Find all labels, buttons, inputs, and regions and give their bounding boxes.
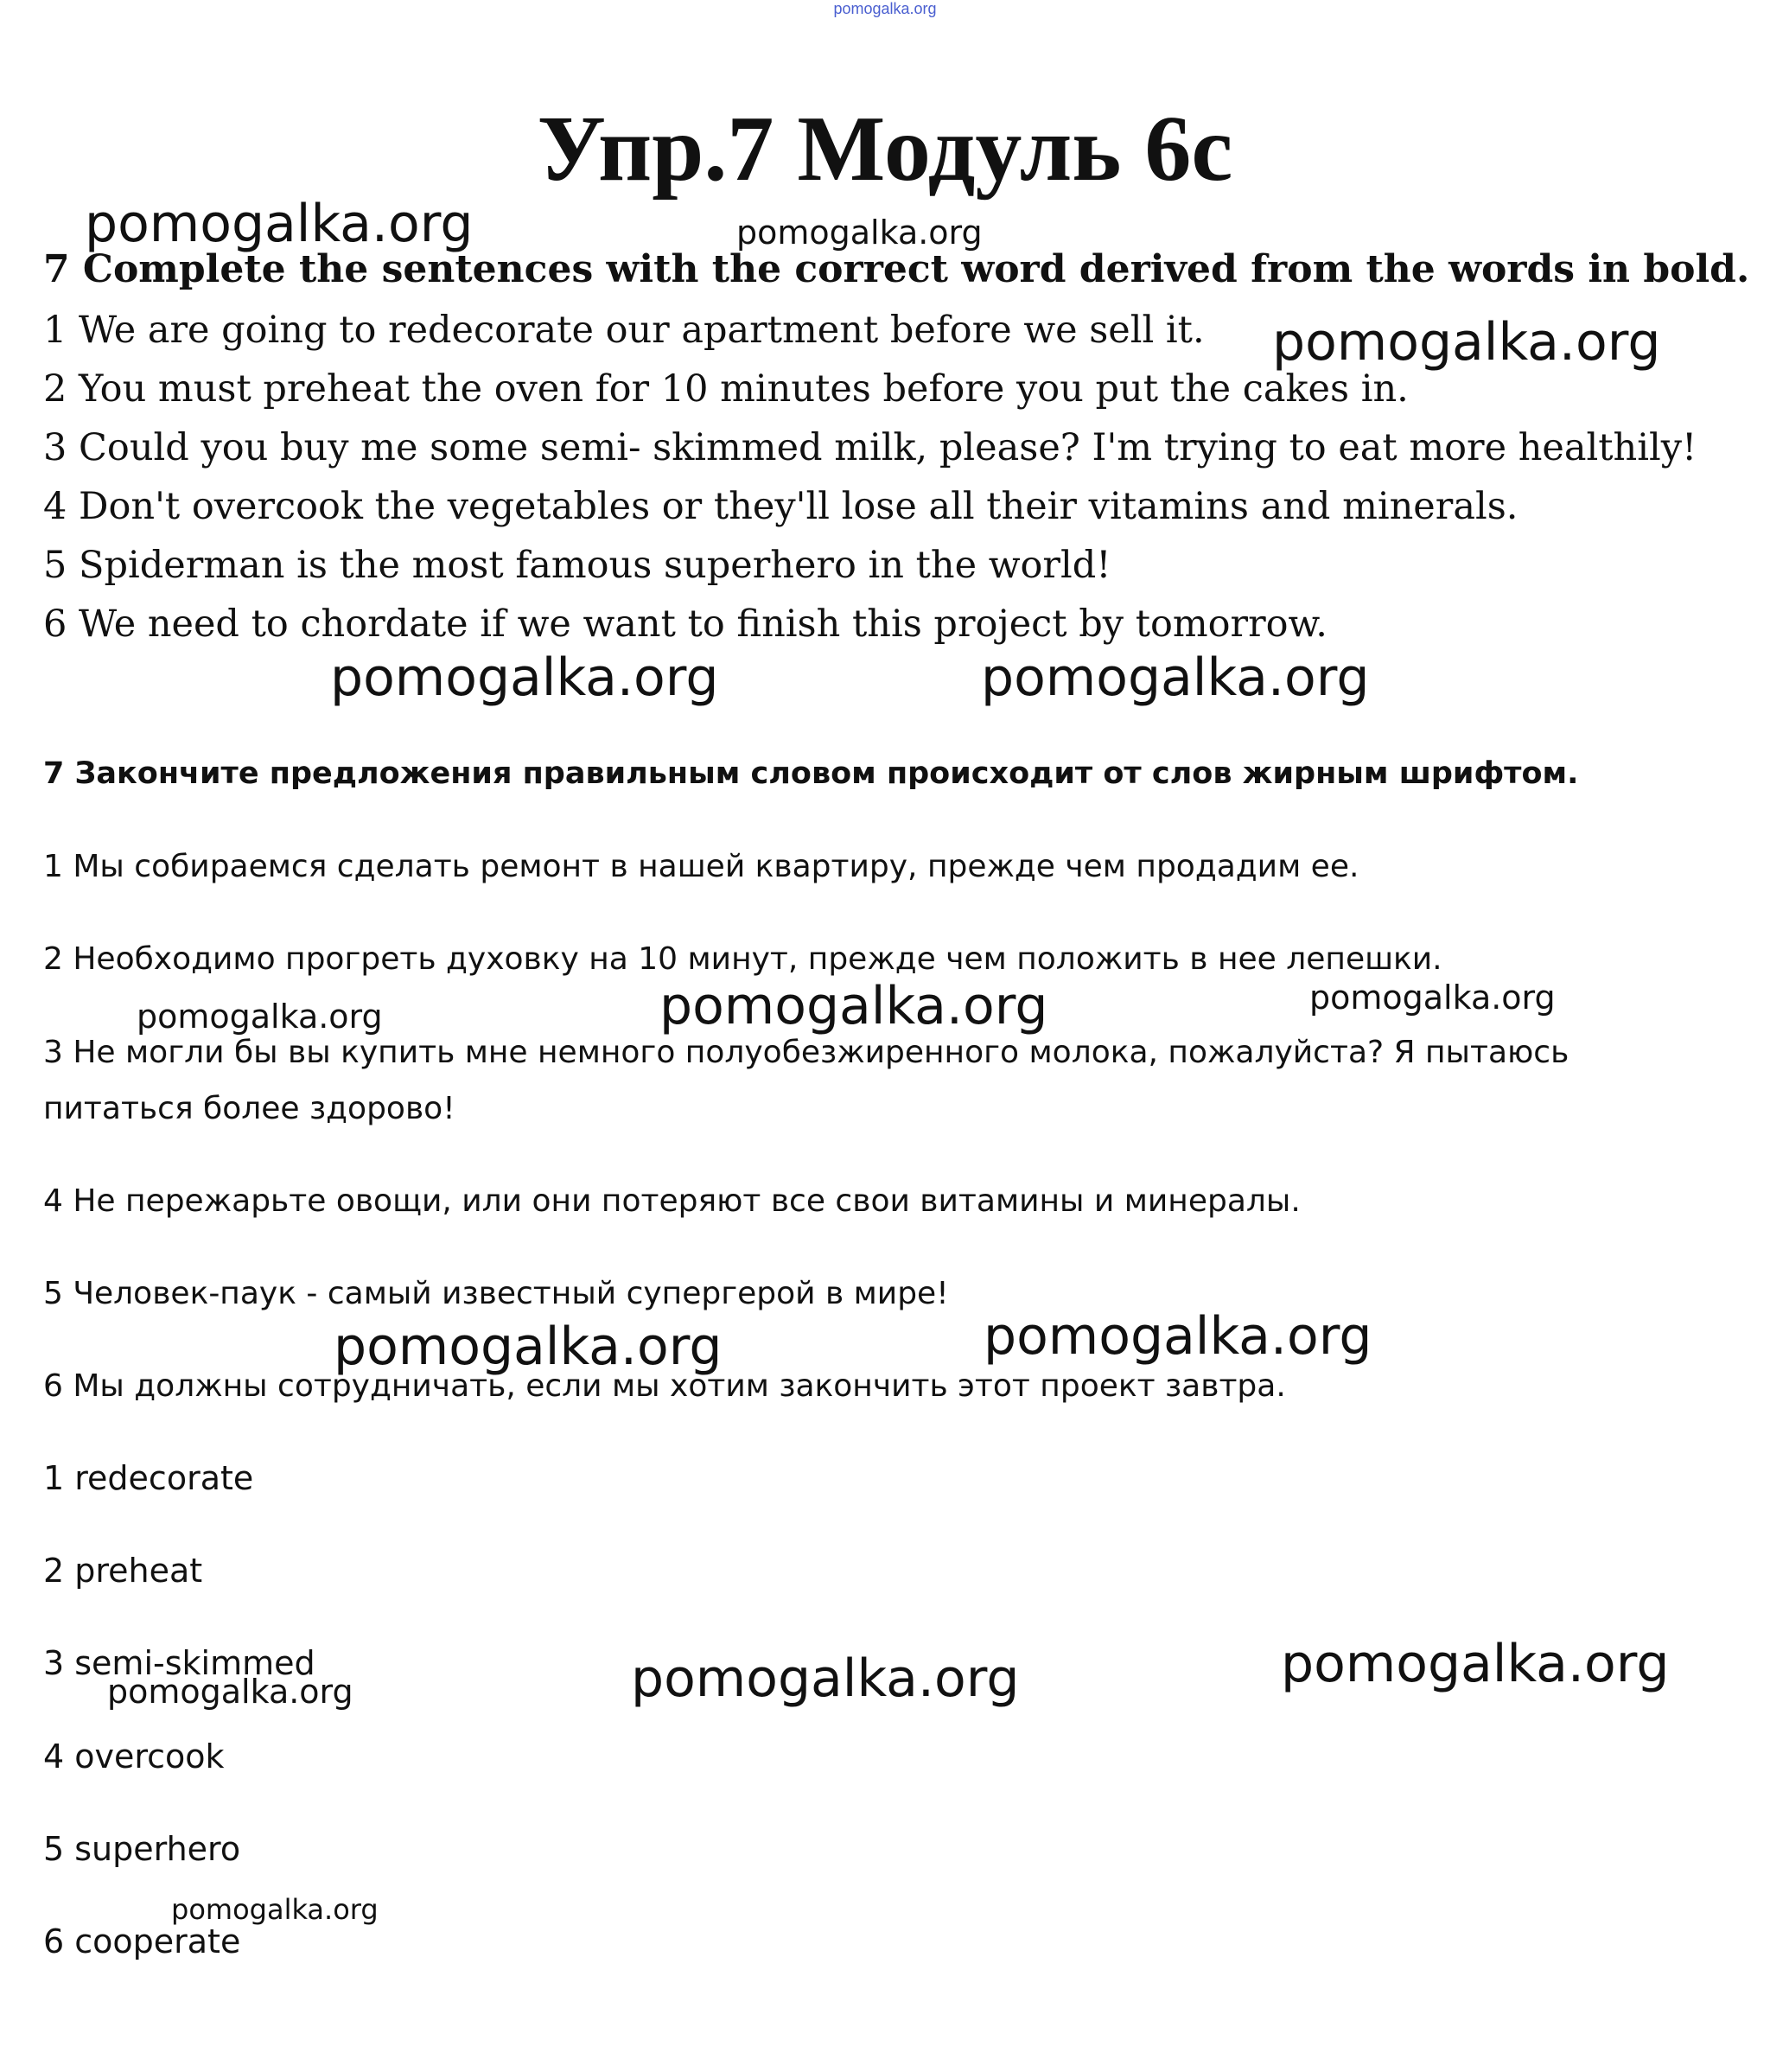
russian-sentence-6: 6 Мы должны сотрудничать, если мы хотим закончить этот проект завтра.: [43, 1368, 1286, 1404]
english-sentence-1: 1 We are going to redecorate our apartment before we sell it.: [43, 309, 1205, 352]
english-task-heading: 7 Complete the sentences with the correct word derived from the words in bold.: [43, 247, 1750, 291]
watermark: pomogalka.org: [1272, 312, 1661, 373]
page-title: Упр.7 Модуль 6с: [537, 98, 1233, 201]
watermark: pomogalka.org: [984, 1306, 1372, 1367]
russian-sentence-2: 2 Необходимо прогреть духовку на 10 минут, прежде чем положить в нее лепешки.: [43, 941, 1442, 977]
watermark: pomogalka.org: [107, 1673, 353, 1711]
english-sentence-6: 6 We need to chordate if we want to finish this project by tomorrow.: [43, 602, 1328, 646]
watermark: pomogalka.org: [736, 214, 983, 252]
english-sentence-3: 3 Could you buy me some semi- skimmed milk, please? I'm trying to eat more healthily!: [43, 426, 1697, 469]
watermark: pomogalka.org: [1281, 1634, 1670, 1694]
watermark: pomogalka.org: [631, 1648, 1020, 1709]
english-sentence-4: 4 Don't overcook the vegetables or they'll lose all their vitamins and minerals.: [43, 485, 1519, 528]
english-sentence-5: 5 Spiderman is the most famous superhero in the world!: [43, 544, 1111, 587]
answer-3: 3 semi-skimmed: [43, 1644, 315, 1682]
watermark: pomogalka.org: [330, 647, 719, 708]
russian-task-heading: 7 Закончите предложения правильным словом происходит от слов жирным шрифтом.: [43, 756, 1579, 791]
english-sentence-2: 2 You must preheat the oven for 10 minutes before you put the cakes in.: [43, 367, 1409, 411]
russian-sentence-3: 3 Не могли бы вы купить мне немного полуобезжиренного молока, пожалуйста? Я пытаюсь: [43, 1035, 1569, 1070]
answer-4: 4 overcook: [43, 1737, 225, 1776]
watermark: pomogalka.org: [171, 1893, 379, 1926]
answer-1: 1 redecorate: [43, 1459, 254, 1497]
russian-sentence-5: 5 Человек-паук - самый известный супергерой в мире!: [43, 1276, 949, 1311]
watermark: pomogalka.org: [659, 976, 1048, 1036]
answer-2: 2 preheat: [43, 1552, 203, 1590]
answer-6: 6 cooperate: [43, 1922, 241, 1960]
watermark: pomogalka.org: [85, 194, 474, 254]
top-watermark: pomogalka.org: [833, 0, 937, 17]
russian-sentence-3-continued: питаться более здорово!: [43, 1091, 455, 1126]
watermark: pomogalka.org: [1309, 979, 1556, 1017]
russian-sentence-1: 1 Мы собираемся сделать ремонт в нашей квартиру, прежде чем продадим ее.: [43, 849, 1359, 884]
russian-sentence-4: 4 Не пережарьте овощи, или они потеряют все свои витамины и минералы.: [43, 1183, 1301, 1219]
watermark: pomogalka.org: [334, 1317, 723, 1377]
watermark: pomogalka.org: [137, 998, 383, 1036]
answer-5: 5 superhero: [43, 1830, 241, 1868]
watermark: pomogalka.org: [981, 647, 1370, 708]
